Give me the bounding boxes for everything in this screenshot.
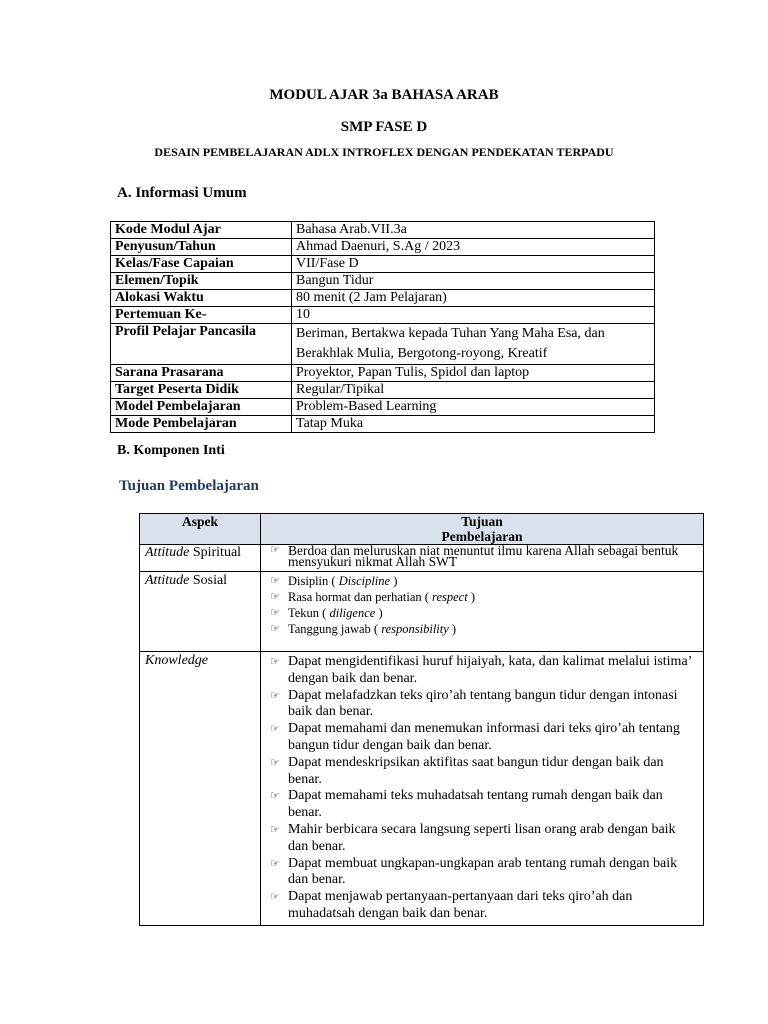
info-key: Kode Modul Ajar [111, 222, 292, 239]
list-item [266, 654, 698, 688]
column-header-tujuan-line2: Pembelajaran [441, 529, 523, 544]
list-item [266, 605, 698, 621]
list-item [266, 856, 698, 890]
goal-list [266, 573, 698, 637]
info-key: Profil Pelajar Pancasila [111, 324, 292, 365]
info-key: Alokasi Waktu [111, 290, 292, 307]
aspect-knowledge: Knowledge [145, 653, 208, 668]
info-key: Elemen/Topik [111, 273, 292, 290]
goal-italic: responsibility [381, 622, 449, 636]
goals-cell [261, 572, 704, 652]
list-item [266, 755, 698, 789]
aspect-rest: Spiritual [189, 545, 242, 560]
column-header-aspek-label: Aspek [181, 514, 218, 529]
goal-text: Dapat mengidentifikasi huruf hijaiyah, kata, dan kalimat melalui istima’ dengan baik dan benar. [288, 654, 692, 686]
table-row [111, 273, 655, 290]
table-row [111, 399, 655, 416]
pointing-hand-icon: ☞ [270, 689, 280, 702]
goal-italic: respect [432, 590, 468, 604]
pointing-hand-icon: ☞ [270, 544, 280, 556]
pointing-hand-icon: ☞ [270, 723, 280, 736]
section-a-heading: A. Informasi Umum [117, 185, 247, 201]
info-key: Sarana Prasarana [111, 365, 292, 382]
pointing-hand-icon: ☞ [270, 591, 280, 603]
list-item [266, 788, 698, 822]
pointing-hand-icon: ☞ [270, 790, 280, 803]
goal-text: ) [375, 606, 383, 620]
goal-text: ) [390, 574, 398, 588]
table-row [140, 545, 704, 572]
aspect-italic: Attitude [145, 545, 190, 560]
list-item [266, 721, 698, 755]
document-subtitle: SMP FASE D [340, 119, 428, 135]
pointing-hand-icon: ☞ [270, 891, 280, 904]
column-header-tujuan-line1: Tujuan [461, 514, 503, 529]
list-item [266, 822, 698, 856]
info-value: Proyektor, Papan Tulis, Spidol dan laptop [292, 365, 655, 382]
info-key: Pertemuan Ke- [111, 307, 292, 324]
info-key: Mode Pembelajaran [111, 416, 292, 433]
info-value: Ahmad Daenuri, S.Ag / 2023 [292, 239, 655, 256]
pointing-hand-icon: ☞ [270, 607, 280, 619]
goal-text: Dapat membuat ungkapan-ungkapan arab tentang rumah dengan baik dan benar. [288, 855, 678, 888]
goal-text: Mahir berbicara secara langsung seperti lisan orang arab dengan baik dan benar. [288, 821, 676, 854]
pointing-hand-icon: ☞ [270, 623, 280, 635]
document-title: MODUL AJAR 3a BAHASA ARAB [269, 87, 499, 103]
pointing-hand-icon: ☞ [270, 857, 280, 870]
goal-text: Berdoa dan meluruskan niat menuntut ilmu karena Allah sebagai bentuk mensyukuri nikmat Allah SWT [288, 543, 679, 569]
info-key: Penyusun/Tahun [111, 239, 292, 256]
tujuan-pembelajaran-table [139, 513, 704, 926]
info-value: Problem-Based Learning [292, 399, 655, 416]
goal-italic: diligence [329, 606, 376, 620]
list-item [266, 589, 698, 605]
info-key: Model Pembelajaran [111, 399, 292, 416]
aspect-italic: Attitude [145, 573, 190, 588]
info-umum-table [110, 221, 655, 433]
table-row [140, 572, 704, 652]
goal-text: Dapat mendeskripsikan aktifitas saat bangun tidur dengan baik dan benar. [288, 754, 664, 787]
pointing-hand-icon: ☞ [270, 575, 280, 587]
goal-text: ) [467, 590, 475, 604]
list-item [266, 573, 698, 589]
table-row [111, 365, 655, 382]
goal-text: Dapat memahami dan menemukan informasi dari teks qiro’ah tentang bangun tidur dengan baik dan benar. [288, 721, 680, 753]
table-row [140, 652, 704, 926]
info-value: Regular/Tipikal [292, 382, 655, 399]
info-key: Target Peserta Didik [111, 382, 292, 399]
table-row [111, 256, 655, 273]
table-row [111, 290, 655, 307]
table-header-row [140, 514, 704, 545]
pointing-hand-icon: ☞ [270, 756, 280, 769]
aspect-cell [140, 545, 261, 572]
pointing-hand-icon: ☞ [270, 823, 280, 836]
goal-text: ) [448, 622, 457, 636]
goals-cell [261, 652, 704, 926]
goal-italic: Discipline [338, 574, 391, 588]
info-value: Beriman, Bertakwa kepada Tuhan Yang Maha Esa, dan Berakhlak Mulia, Bergotong-royong, Kreatif [292, 324, 655, 365]
goal-text: Disiplin ( [288, 574, 339, 588]
info-value: Bangun Tidur [292, 273, 655, 290]
goal-text: Dapat melafadzkan teks qiro’ah tentang bangun tidur dengan intonasi baik dan benar. [288, 687, 678, 720]
table-row [111, 416, 655, 433]
design-heading: DESAIN PEMBELAJARAN ADLX INTROFLEX DENGAN PENDEKATAN TERPADU [154, 145, 614, 159]
table-row [111, 382, 655, 399]
info-value: VII/Fase D [292, 256, 655, 273]
info-value: Tatap Muka [292, 416, 655, 433]
list-item [266, 688, 698, 722]
list-item [266, 621, 698, 637]
info-key: Kelas/Fase Capaian [111, 256, 292, 273]
table-row [111, 239, 655, 256]
column-header-tujuan [261, 514, 704, 545]
aspect-cell [140, 652, 261, 926]
aspect-cell [140, 572, 261, 652]
section-b-heading: B. Komponen Inti [117, 443, 225, 458]
tujuan-pembelajaran-heading: Tujuan Pembelajaran [119, 478, 259, 494]
pointing-hand-icon: ☞ [270, 656, 280, 668]
goal-text: Rasa hormat dan perhatian ( [288, 590, 433, 604]
goal-text: Tekun ( [288, 606, 330, 620]
goals-cell [261, 545, 704, 572]
info-value: 80 menit (2 Jam Pelajaran) [292, 290, 655, 307]
goal-text: Tanggung jawab ( [288, 622, 382, 636]
goal-text: Dapat memahami teks muhadatsah tentang rumah dengan baik dan benar. [288, 788, 663, 821]
list-item [266, 545, 698, 567]
table-row [111, 222, 655, 239]
info-value: Bahasa Arab.VII.3a [292, 222, 655, 239]
info-value: 10 [292, 307, 655, 324]
list-item [266, 889, 698, 923]
goal-list [266, 545, 698, 567]
table-row [111, 324, 655, 365]
goal-list [266, 654, 698, 923]
goal-text: Dapat menjawab pertanyaan-pertanyaan dari teks qiro’ah dan muhadatsah dengan baik dan benar. [288, 889, 633, 921]
aspect-rest: Sosial [189, 573, 228, 588]
column-header-aspek [140, 514, 261, 545]
table-row [111, 307, 655, 324]
